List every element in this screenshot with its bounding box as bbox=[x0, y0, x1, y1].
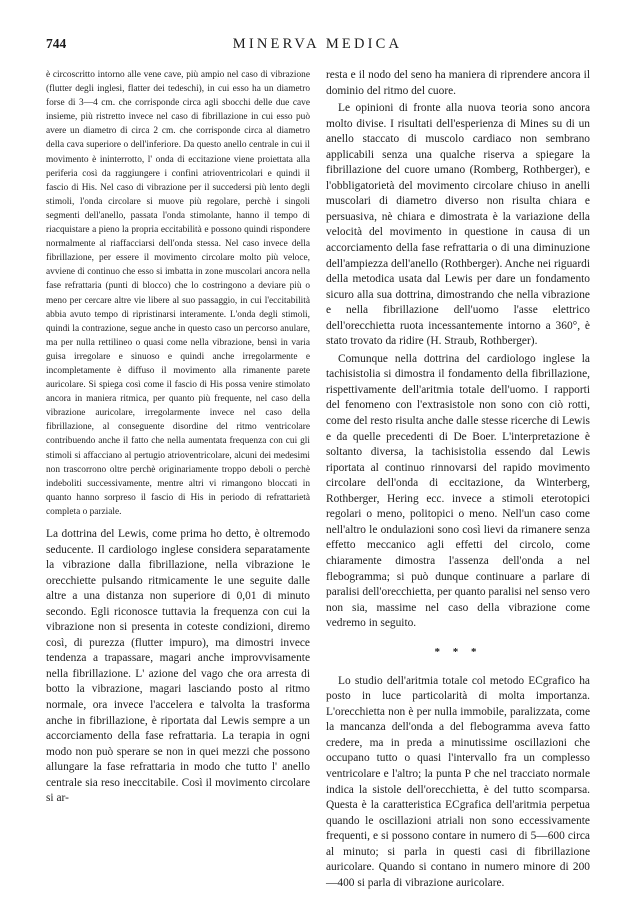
paragraph-lewis-doctrine: La dottrina del Lewis, come prima ho detto, è oltremodo seducente. Il cardiologo inglese considera separatamente la vibrazione dalla fibrillazione, nella vibrazione le orecchiette pulsando ritmicamente le une seguite dalle altre a una distanza non superiore di 0,01 di minuto secondo. Egli riconosce tuttavia la frequenza con cui la vibrazione non si presenta in coteste condizioni, diremo così, di purezza (flutter impuro), ma dimostri invece tendenza a trapassare, magari anche improvvisamente nella fibrillazione. L' azione del vago che ora arresta di botto la vibrazione, magari lasciando posto al ritmo normale, ora invece l'accelera e talvolta la trasforma anche in fibrillazione, è riportata dal Lewis sempre a un accorciamento della fase refrattaria. La terapia in ogni modo non può sperare se non in quei mezzi che possono allungare la fase refrattaria in modo che tutto l' anello centrale sia reso ineccitabile. Così il movimento circolare si ar- bbox=[46, 528, 310, 805]
left-column bbox=[46, 68, 310, 807]
paragraph-ecg-study: Lo studio dell'aritmia totale col metodo ECgrafico ha posto in luce particolarità di molta importanza. L'orecchietta non è per nulla immobile, paralizzata, come la mancanza dell'onda a del flebogramma aveva fatto credere, ma in preda a minutissime oscillazioni che occupano tutto o quasi l'intervallo fra un complesso ventricolare e l'altro; la punta P che nel tracciato normale indica la sistole dell'orecchietta, è del tutto scomparsa. Questa è la caratteristica ECgrafica dell'aritmia perpetua quando le oscillazioni atriali non sono eccessivamente frequenti, e si possono contare in numero di 5—600 circa al minuto; si parla in questi casi di fibrillazione auricolare. Quando si contano in numero minore di 200—400 si parla di vibrazione auricolare. bbox=[326, 674, 590, 889]
journal-title: MINERVA MEDICA bbox=[232, 36, 403, 52]
page-header bbox=[46, 36, 589, 58]
right-column bbox=[326, 68, 590, 891]
paragraph-tachisistolia: Comunque nella dottrina del cardiologo inglese la tachisistolia si dimostra il fondamento della fibrillazione, rispettivamente dell'aritmia totale dell'uomo. I rapporti del fenomeno con l'extrasistole non sono con ciò rotti, come del resto risulta anche dalle stesse ricerche di Lewis e da quelle precedenti di De Boer. L'interpretazione è soltanto diversa, la tachisistolia essendo dal Lewis riportata al continuo rinnovarsi del rapido movimento circolare dell'onda di eccitazione, da Winterberg, Rothberger, Hering ecc. invece a stimoli eterotopici regolari o meno, politopici o meno. Nell'un caso come nell'altro le ondulazioni sono così lievi da rimanere senza effetto meccanico agli effetti del circolo, come chiaramente dimostra l'assenza dell'onda a nel flebogramma; si può dunque continuare a parlare di paralisi dell'orecchietta, per quanto paralisi nel senso vero non sia, massime nel caso della vibrazione come vedremo in seguito. bbox=[326, 352, 590, 630]
section-separator: * * * bbox=[434, 645, 482, 658]
paragraph-opinions: Le opinioni di fronte alla nuova teoria sono ancora molto divise. I risultati dell'esperienza di Mines su di un anello staccato di muscolo cardiaco non sembrano applicabili senza una qualche riserva a spiegare la fibrillazione del cuore umano (Romberg, Rothberger), e l'obbligatorietà del movimento circolare chiuso in anelli muscolari di diametro diverso non risulta chiara e persuasiva, nè chiara e dimostrata è la variazione della velocità del movimento in questione in causa di un accorciamento della fase refrattaria o di una diminuzione dell'ampiezza dell'anello (Rothberger). Anche nei riguardi della metodica usata dal Lewis per dare un fondamento sicuro alla sua dottrina, dimostrando che nella vibrazione e nella fibrillazione dell'uomo l'asse elettrico dell'orecchietta ruota incessantemente intorno a 360°, è stato trovato da ridire (H. Straub, Rothberger). bbox=[326, 102, 590, 348]
paragraph-continuation: resta e il nodo del seno ha maniera di riprendere ancora il dominio del ritmo del cuore. bbox=[326, 69, 590, 97]
page-number: 744 bbox=[46, 36, 67, 51]
paragraph-small-print: è circoscritto intorno alle vene cave, più ampio nel caso di vibrazione (flutter degli inglesi, flatter dei tedeschi), in cui esso ha un diametro forse di 3—4 cm. che corrisponde circa agli sbocchi delle due cave insieme, più ristretto invece nel caso di fibrillazione in cui esso può avere un diametro di circa 2 cm. che corrisponde circa al diametro della cava superiore o dell'inferiore. Da questo anello centrale in cui il movimento è ininterrotto, l' onda di eccitazione viene proiettata alla periferia così da raggiungere i confini atrioventricolari e quindi il fascio di His. Nel caso di vibrazione per il succedersi più lento degli stimoli, l'onda circolare si muove più regolare, perchè i singoli segmenti dell'anello, passata l'onda stimolante, hanno il tempo di riacquistare a pieno la propria eccitabilità e possono quindi rispondere normalmente al riaffacciarsi dell'onda stessa. Nel caso invece della fibrillazione, per essere il movimento circolare molto più veloce, avviene di continuo che esso si imbatta in zone muscolari ancora nella fase refrattaria (punti di blocco) che lo costringono a deviare più o meno per cercare altre vie libere al suo passaggio, in cui l'eccitabilità abbia avuto tempo di ripristinarsi interamente. L'onda degli stimoli, quindi la contrazione, segue anche in questo caso un percorso anulare, ma per nulla rettilineo o quasi come nella vibrazione, bensì in varia guisa irregolare e sinuoso e quindi anche irregolarmente e incompletamente è diffuso il movimento alla rimanente parete auricolare. Si spiega così come il fascio di His possa venire stimolato ancora in maniera ritmica, per quanto più frequente, nel caso della vibrazione auricolare, irregolarmente invece nel caso della fibrillazione, al conseguente disordine del ritmo ventricolare contribuendo anche il fatto che nella aumentata frequenza con cui gli stimoli si affacciano al pertugio atrioventricolare, alcuni dei medesimi non trascorrono oltre perchè originariamente troppo deboli o perchè indeboliti successivamente, mentre altri vi rimangono bloccati in quanto hanno sorpreso il fascio di His in periodo di refrattarietà completa o parziale. bbox=[46, 70, 310, 517]
